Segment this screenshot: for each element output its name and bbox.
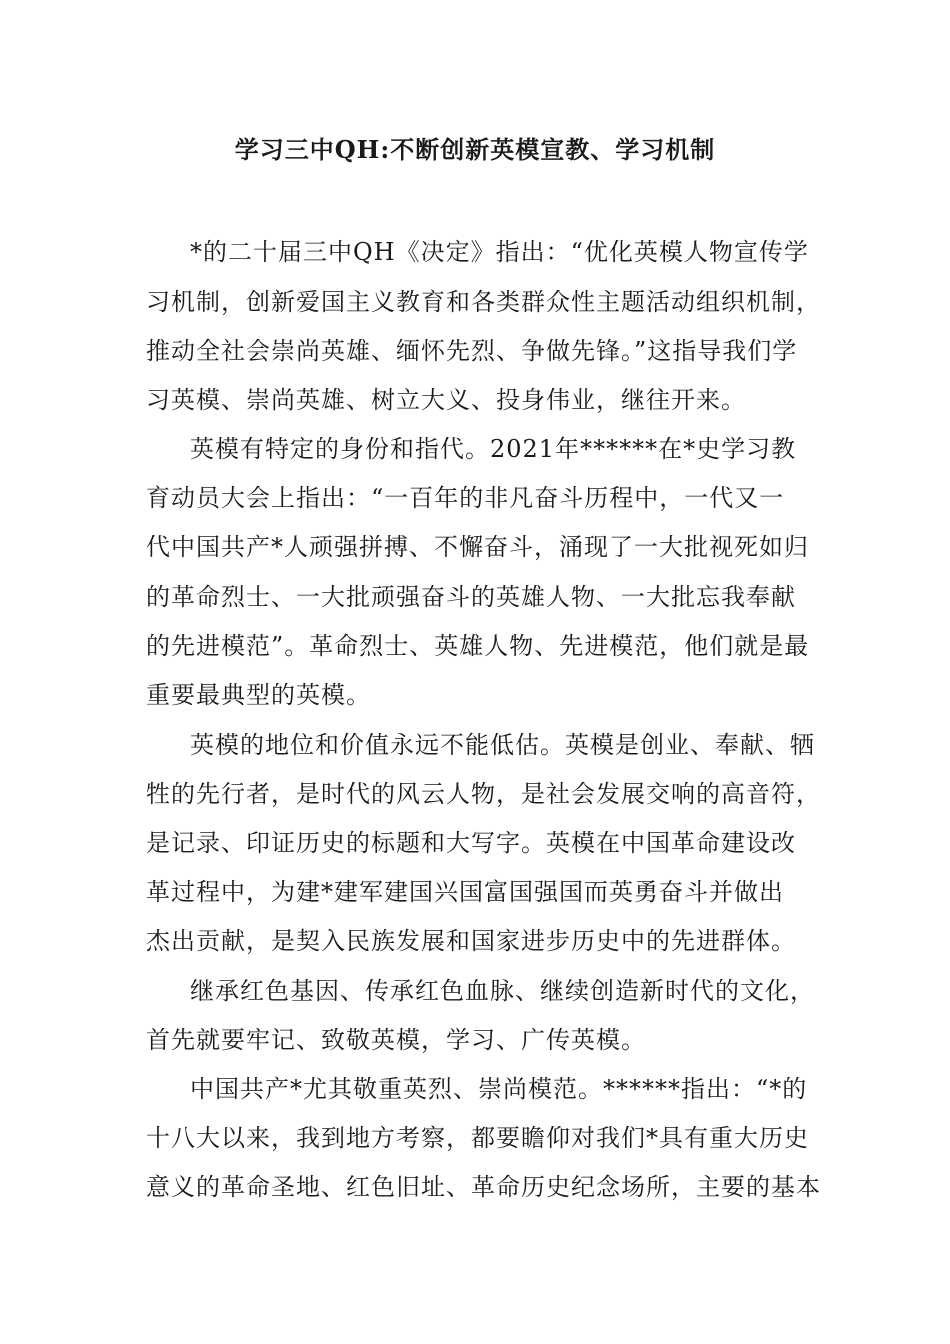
paragraph-3-line-1: 英模的地位和价值永远不能低估。英模是创业、奉献、牺	[190, 731, 815, 759]
paragraph-1-line-3: 推动全社会崇尚英雄、缅怀先烈、争做先锋。”这指导我们学	[146, 337, 798, 365]
paragraph-2-line-3: 代中国共产*人顽强拼搏、不懈奋斗，涌现了一大批视死如归	[146, 533, 809, 561]
paragraph-3-line-2: 牲的先行者，是时代的风云人物，是社会发展交响的高音符，	[146, 780, 821, 808]
paragraph-2-line-6: 重要最典型的英模。	[146, 681, 371, 709]
paragraph-3-line-3: 是记录、印证历史的标题和大写字。英模在中国革命建设改	[146, 829, 796, 857]
paragraph-2-line-5: 的先进模范”。革命烈士、英雄人物、先进模范，他们就是最	[146, 632, 810, 660]
paragraph-2-line-2: 育动员大会上指出：“一百年的非凡奋斗历程中，一代又一	[146, 484, 785, 512]
paragraph-1-line-1: *的二十届三中QH《决定》指出：“优化英模人物宣传学	[190, 238, 809, 266]
paragraph-4-line-1: 继承红色基因、传承红色血脉、继续创造新时代的文化，	[190, 977, 815, 1005]
paragraph-5-line-1: 中国共产*尤其敬重英烈、崇尚模范。******指出：“*的	[190, 1075, 808, 1103]
paragraph-1-line-2: 习机制，创新爱国主义教育和各类群众性主题活动组织机制，	[146, 288, 821, 316]
paragraph-3-line-4: 革过程中，为建*建军建国兴国富国强国而英勇奋斗并做出	[146, 878, 784, 906]
paragraph-2-line-1: 英模有特定的身份和指代。2021年******在*史学习教	[190, 435, 797, 463]
paragraph-3-line-5: 杰出贡献，是契入民族发展和国家进步历史中的先进群体。	[146, 927, 796, 955]
paragraph-1-line-4: 习英模、崇尚英雄、树立大义、投身伟业，继往开来。	[146, 386, 746, 414]
paragraph-5-line-2: 十八大以来，我到地方考察，都要瞻仰对我们*具有重大历史	[146, 1124, 809, 1152]
paragraph-4-line-2: 首先就要牢记、致敬英模，学习、广传英模。	[146, 1026, 646, 1054]
paragraph-2-line-4: 的革命烈士、一大批顽强奋斗的英雄人物、一大批忘我奉献	[146, 583, 796, 611]
paragraph-5-line-3: 意义的革命圣地、红色旧址、革命历史纪念场所，主要的基本	[146, 1173, 821, 1201]
document-title: 学习三中QH:不断创新英模宣教、学习机制	[234, 135, 716, 164]
